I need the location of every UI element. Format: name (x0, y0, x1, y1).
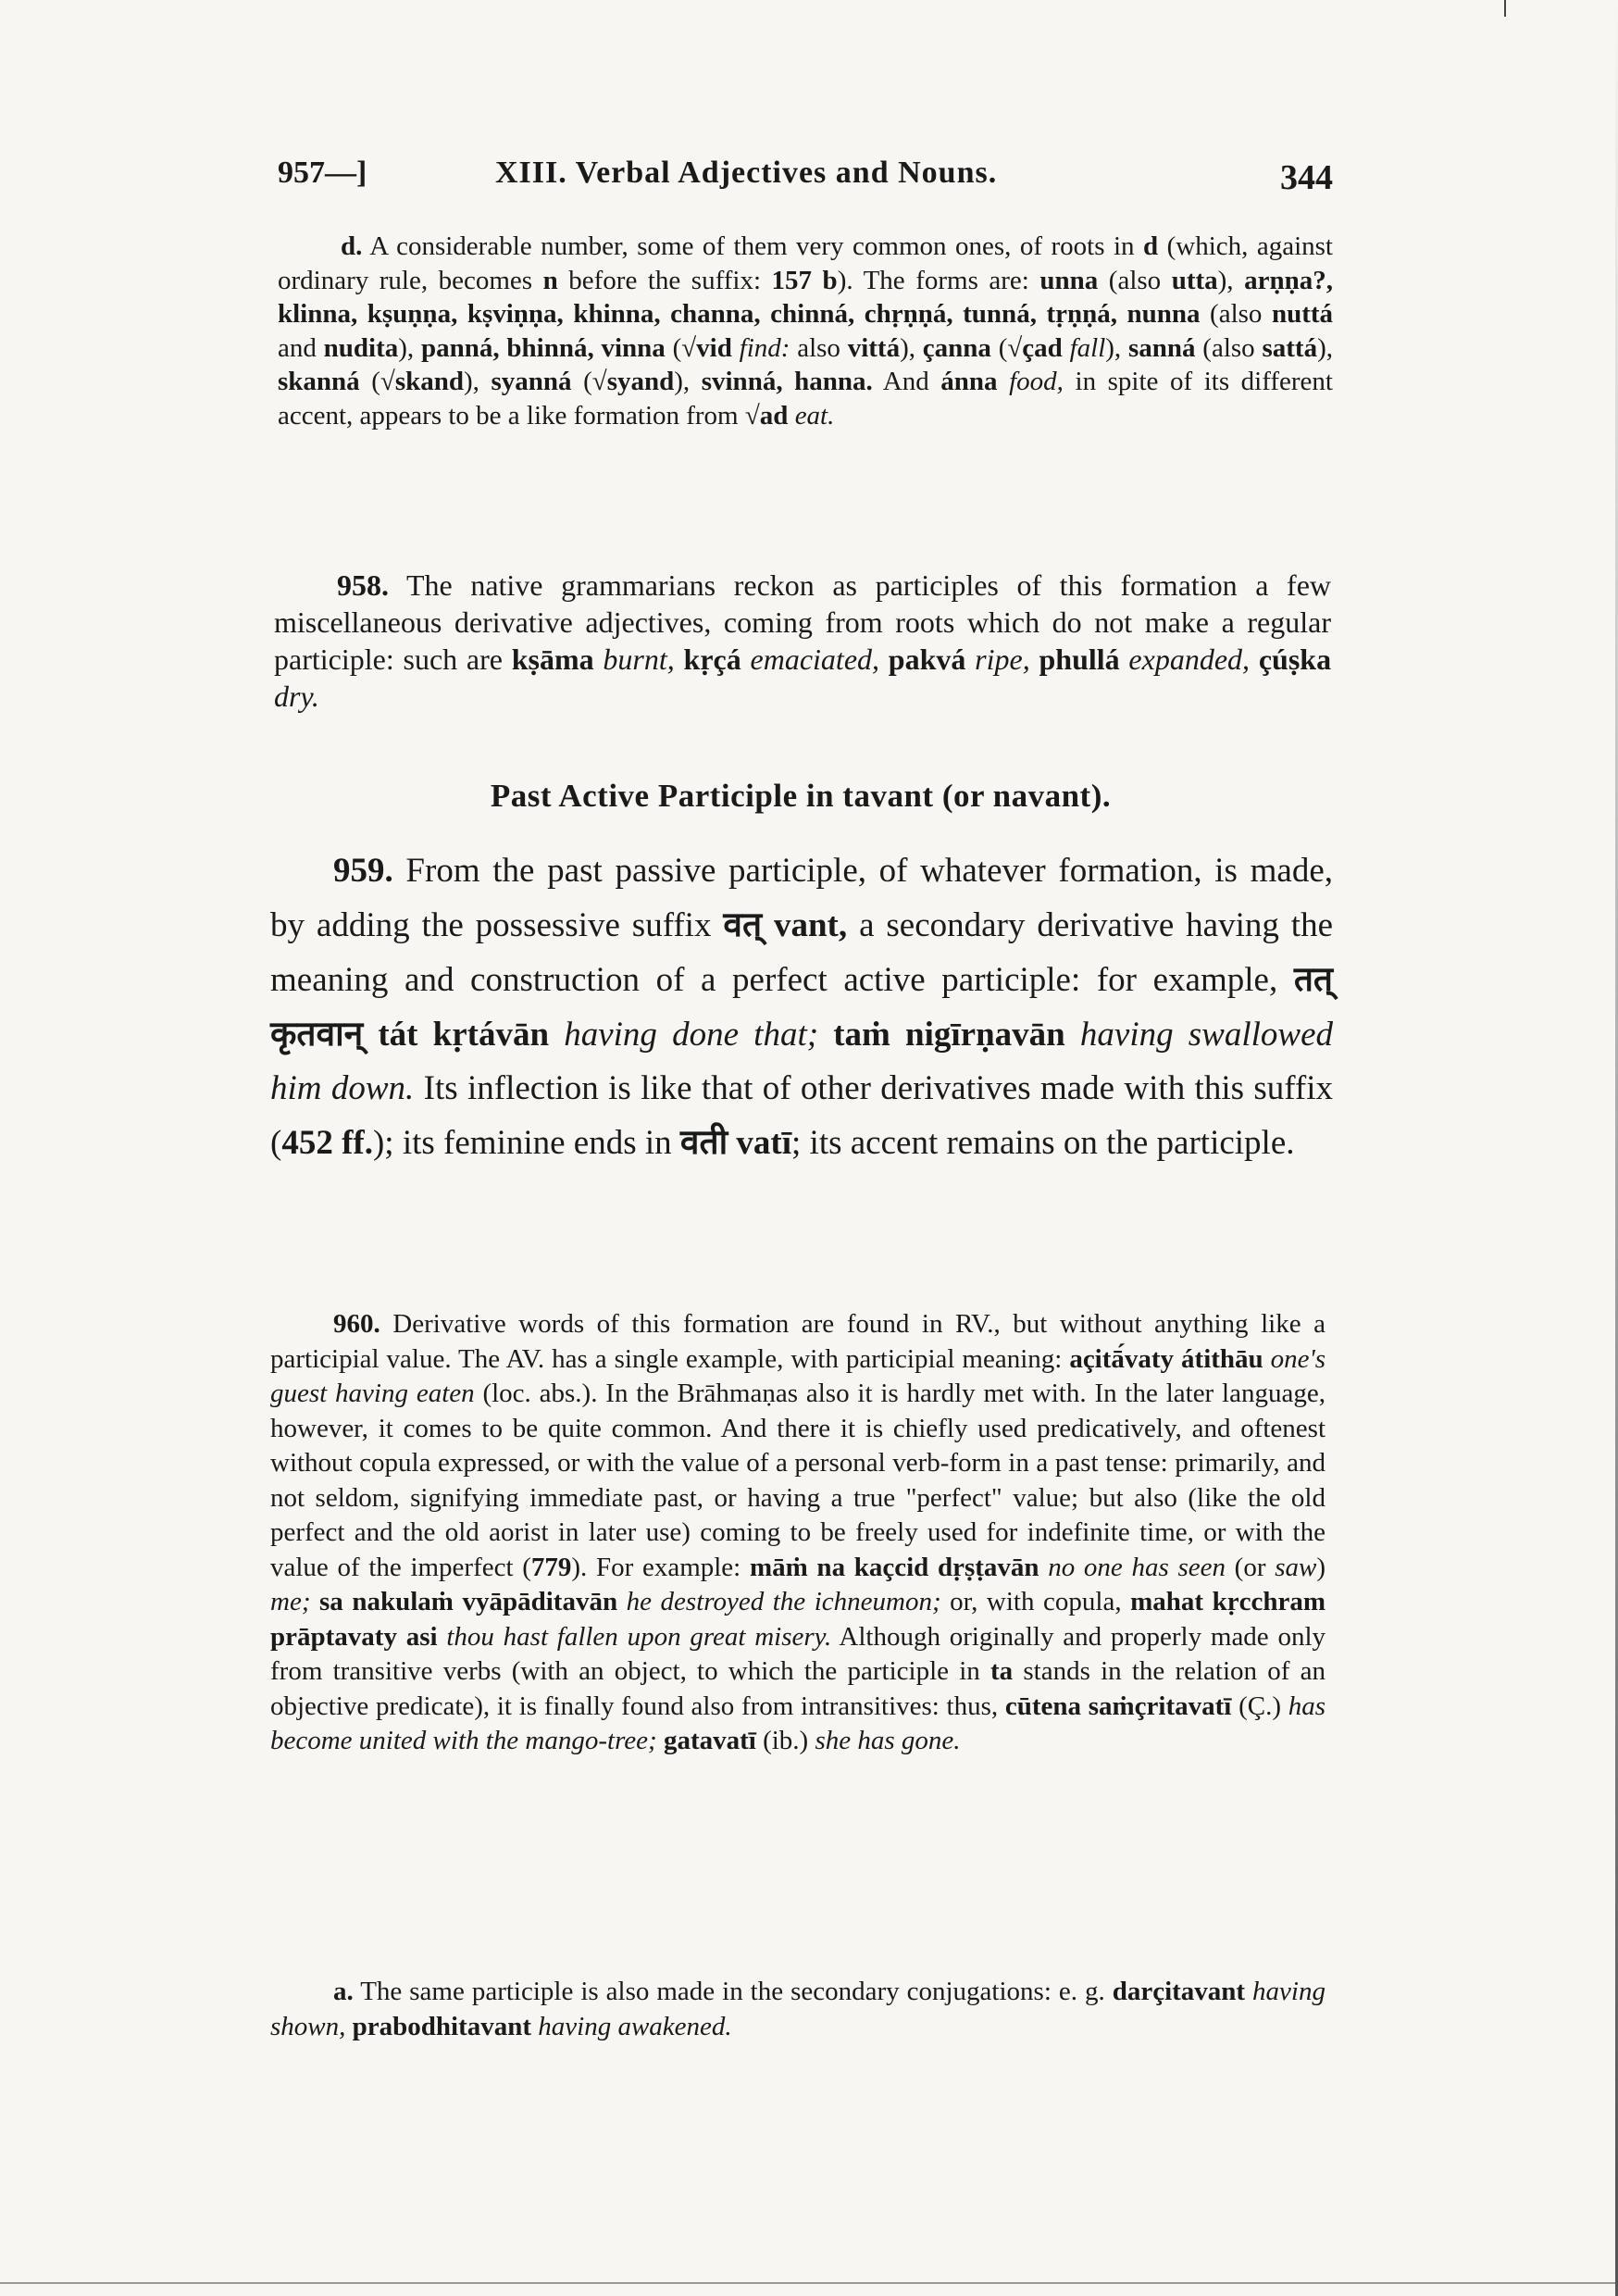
page-number: 344 (1280, 158, 1333, 197)
paragraph-960: 960. Derivative words of this formation are found in RV., but without anything like a participial value. The AV. has a single example, with participial meaning: açitā́vaty átithāu one's guest having eaten (loc. abs.). In the Brāhmaṇas also it is hardly met with. In the later language, however, it comes to be quite common. And there it is chiefly used predicatively, and oftenest without copula expressed, or with the value of a personal verb-form in a past tense: primarily, and not seldom, signifying immediate past, or having a true "perfect" value; but also (like the old perfect and the old aorist in later use) coming to be freely used for indefinite time, or with the value of the imperfect (779). For example: māṁ na kaçcid dṛṣṭavān no one has seen (or saw) me; sa nakulaṁ vyāpāditavān he destroyed the ichneumon; or, with copula, mahat kṛcchram prāptavaty asi thou hast fallen upon great misery. Although originally and properly made only from transitive verbs (with an object, to which the participle in ta stands in the relation of an objective predicate), it is finally found also from intransitives: thus, cūtena saṁçritavatī (Ç.) has become united with the mango-tree; gatavatī (ib.) she has gone. (270, 1309, 1326, 1755)
scan-mark (1504, 0, 1506, 17)
running-head (278, 148, 1333, 204)
section-heading: Past Active Participle in tavant (or navant). (490, 778, 1112, 814)
paragraph-957d: d. A considerable number, some of them very common ones, of roots in d (which, against ordinary rule, becomes n before the suffix: 157 b). The forms are: unna (also utta), arṇṇa?, klinna, kṣuṇṇa, kṣviṇṇa, khinna, channa, chinná, chṛṇṇá, tunná, tṛṇṇá, nunna (also nuttá and nudita), panná, bhinná, vinna (√vid find: also vittá), çanna (√çad fall), sanná (also sattá), skanná (√skand), syanná (√syand), svinná, hanna. And ánna food, in spite of its different accent, appears to be a like formation from √ad eat. (278, 231, 1334, 430)
paragraph-959: 959. From the past passive participle, of whatever formation, is made, by adding the possessive suffix वत् vant, a secondary derivative having the meaning and construction of a perfect active participle: for example, तत् कृतवान् tát kṛtávān having done that; taṁ nigīrṇavān having swallowed him down. Its inflection is like that of other derivatives made with this suffix (452 ff.); its feminine ends in वती vatī; its accent remains on the participle. (270, 852, 1333, 1162)
chapter-title: XIII. Verbal Adjectives and Nouns. (495, 156, 998, 190)
scan-bottom-edge (0, 2282, 1618, 2284)
paragraph-958: 958. The native grammarians reckon as participles of this formation a few miscellaneous derivative adjectives, coming from roots which do not make a regular participle: such are kṣāma burnt, kṛçá emaciated, pakvá ripe, phullá expanded, çúṣka dry. (274, 568, 1332, 713)
paragraph-960a: a. The same participle is also made in the secondary conjugations: e. g. darçitavant having shown, prabodhitavant having awakened. (270, 1977, 1326, 2041)
section-ref: 957—] (278, 156, 367, 190)
